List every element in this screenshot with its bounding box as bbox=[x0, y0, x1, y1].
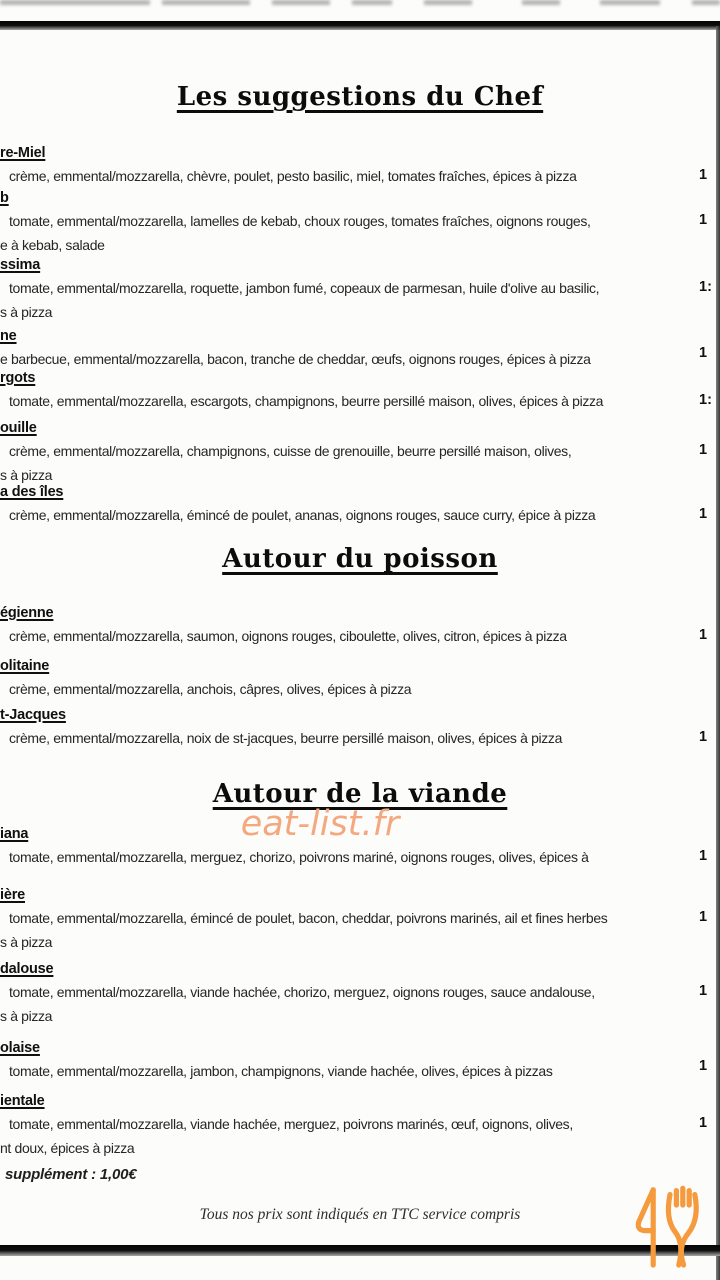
item-name: olitaine bbox=[0, 658, 50, 674]
item-description: tomate, emmental/mozzarella, escargots, champignons, beurre persillé maison, olives, épices à pizza bbox=[9, 393, 604, 409]
price-notice: Tous nos prix sont indiqués en TTC service compris bbox=[199, 1206, 521, 1223]
item-name: b bbox=[0, 190, 9, 206]
menu-item bbox=[0, 960, 716, 1025]
menu-item bbox=[0, 256, 716, 321]
item-name: ssima bbox=[0, 257, 41, 273]
item-name: dalouse bbox=[0, 961, 54, 977]
item-name: ientale bbox=[0, 1093, 45, 1109]
item-description: e barbecue, emmental/mozzarella, bacon, tranche de cheddar, œufs, oignons rouges, épices à pizza bbox=[0, 351, 591, 367]
item-description: crème, emmental/mozzarella, champignons, cuisse de grenouille, beurre persillé maison, olives, bbox=[9, 443, 572, 459]
menu-item bbox=[0, 419, 716, 484]
eat-list-watermark: eat-list.fr bbox=[240, 804, 400, 844]
item-price: 1: bbox=[699, 279, 712, 295]
bottom-divider-line bbox=[0, 1245, 720, 1256]
item-price: 1 bbox=[699, 1115, 708, 1131]
item-price: 1 bbox=[699, 627, 708, 643]
item-name: ne bbox=[0, 328, 17, 344]
item-name: olaise bbox=[0, 1040, 40, 1056]
item-price: 1 bbox=[699, 729, 708, 745]
item-description: tomate, emmental/mozzarella, viande hachée, chorizo, merguez, oignons rouges, sauce andalouse, bbox=[9, 984, 595, 1000]
item-name: iana bbox=[0, 826, 29, 842]
item-description: crème, emmental/mozzarella, saumon, oignons rouges, ciboulette, olives, citron, épices à pizza bbox=[9, 628, 567, 644]
item-description: tomate, emmental/mozzarella, roquette, jambon fumé, copeaux de parmesan, huile d'olive au basilic, bbox=[9, 280, 600, 296]
item-description: s à pizza bbox=[0, 467, 53, 483]
item-description: tomate, emmental/mozzarella, lamelles de kebab, choux rouges, tomates fraîches, oignons rouges, bbox=[9, 213, 591, 229]
right-edge-line bbox=[716, 26, 720, 1280]
item-price: 1 bbox=[699, 848, 708, 864]
item-price: 1 bbox=[699, 345, 708, 361]
item-price: 1 bbox=[699, 212, 708, 228]
menu-item bbox=[0, 483, 716, 524]
item-price: 1 bbox=[699, 442, 708, 458]
menu-item bbox=[0, 144, 716, 185]
item-description: tomate, emmental/mozzarella, merguez, chorizo, poivrons mariné, oignons rouges, olives, épices à bbox=[9, 849, 589, 865]
item-price: 1 bbox=[699, 167, 708, 183]
top-divider-line bbox=[0, 21, 720, 30]
item-name: re-Miel bbox=[0, 145, 46, 161]
menu-item bbox=[0, 327, 716, 368]
item-name: égienne bbox=[0, 605, 54, 621]
menu-item bbox=[0, 657, 716, 698]
menu-item bbox=[0, 825, 716, 866]
item-description: e à kebab, salade bbox=[0, 237, 105, 253]
eat-list-logo-icon bbox=[630, 1185, 710, 1269]
menu-item bbox=[0, 1039, 716, 1080]
item-name: ouille bbox=[0, 420, 37, 436]
menu-item bbox=[0, 369, 716, 410]
supplement-note: supplément : 1,00€ bbox=[5, 1166, 137, 1183]
menu-item bbox=[0, 189, 716, 254]
section-title-viande: Autour de la viande bbox=[212, 779, 508, 809]
item-description: tomate, emmental/mozzarella, jambon, champignons, viande hachée, olives, épices à pizzas bbox=[9, 1063, 553, 1079]
item-price: 1: bbox=[699, 392, 712, 408]
menu-item bbox=[0, 706, 716, 747]
item-name: ière bbox=[0, 887, 25, 903]
item-description: tomate, emmental/mozzarella, viande hachée, merguez, poivrons marinés, œuf, oignons, olives, bbox=[9, 1116, 573, 1132]
menu-item bbox=[0, 1092, 716, 1157]
item-description: s à pizza bbox=[0, 934, 53, 950]
item-description: crème, emmental/mozzarella, émincé de poulet, ananas, oignons rouges, sauce curry, épice à pizza bbox=[9, 507, 596, 523]
section-title-suggestions: Les suggestions du Chef bbox=[176, 82, 544, 112]
item-description: crème, emmental/mozzarella, chèvre, poulet, pesto basilic, miel, tomates fraîches, épices à pizza bbox=[9, 168, 577, 184]
item-name: t-Jacques bbox=[0, 707, 66, 723]
item-price: 1 bbox=[699, 1058, 708, 1074]
item-description: nt doux, épices à pizza bbox=[0, 1140, 135, 1156]
item-price: 1 bbox=[699, 983, 708, 999]
item-description: s à pizza bbox=[0, 304, 53, 320]
item-description: crème, emmental/mozzarella, noix de st-jacques, beurre persillé maison, olives, épices à pizza bbox=[9, 730, 563, 746]
item-name: a des îles bbox=[0, 484, 64, 500]
menu-item bbox=[0, 604, 716, 645]
item-description: tomate, emmental/mozzarella, émincé de poulet, bacon, cheddar, poivrons marinés, ail et fines herbes bbox=[9, 910, 608, 926]
menu-item bbox=[0, 886, 716, 951]
section-title-poisson: Autour du poisson bbox=[222, 544, 498, 574]
item-price: 1 bbox=[699, 506, 708, 522]
item-price: 1 bbox=[699, 909, 708, 925]
item-name: rgots bbox=[0, 370, 36, 386]
item-description: s à pizza bbox=[0, 1008, 53, 1024]
item-description: crème, emmental/mozzarella, anchois, câpres, olives, épices à pizza bbox=[9, 681, 412, 697]
